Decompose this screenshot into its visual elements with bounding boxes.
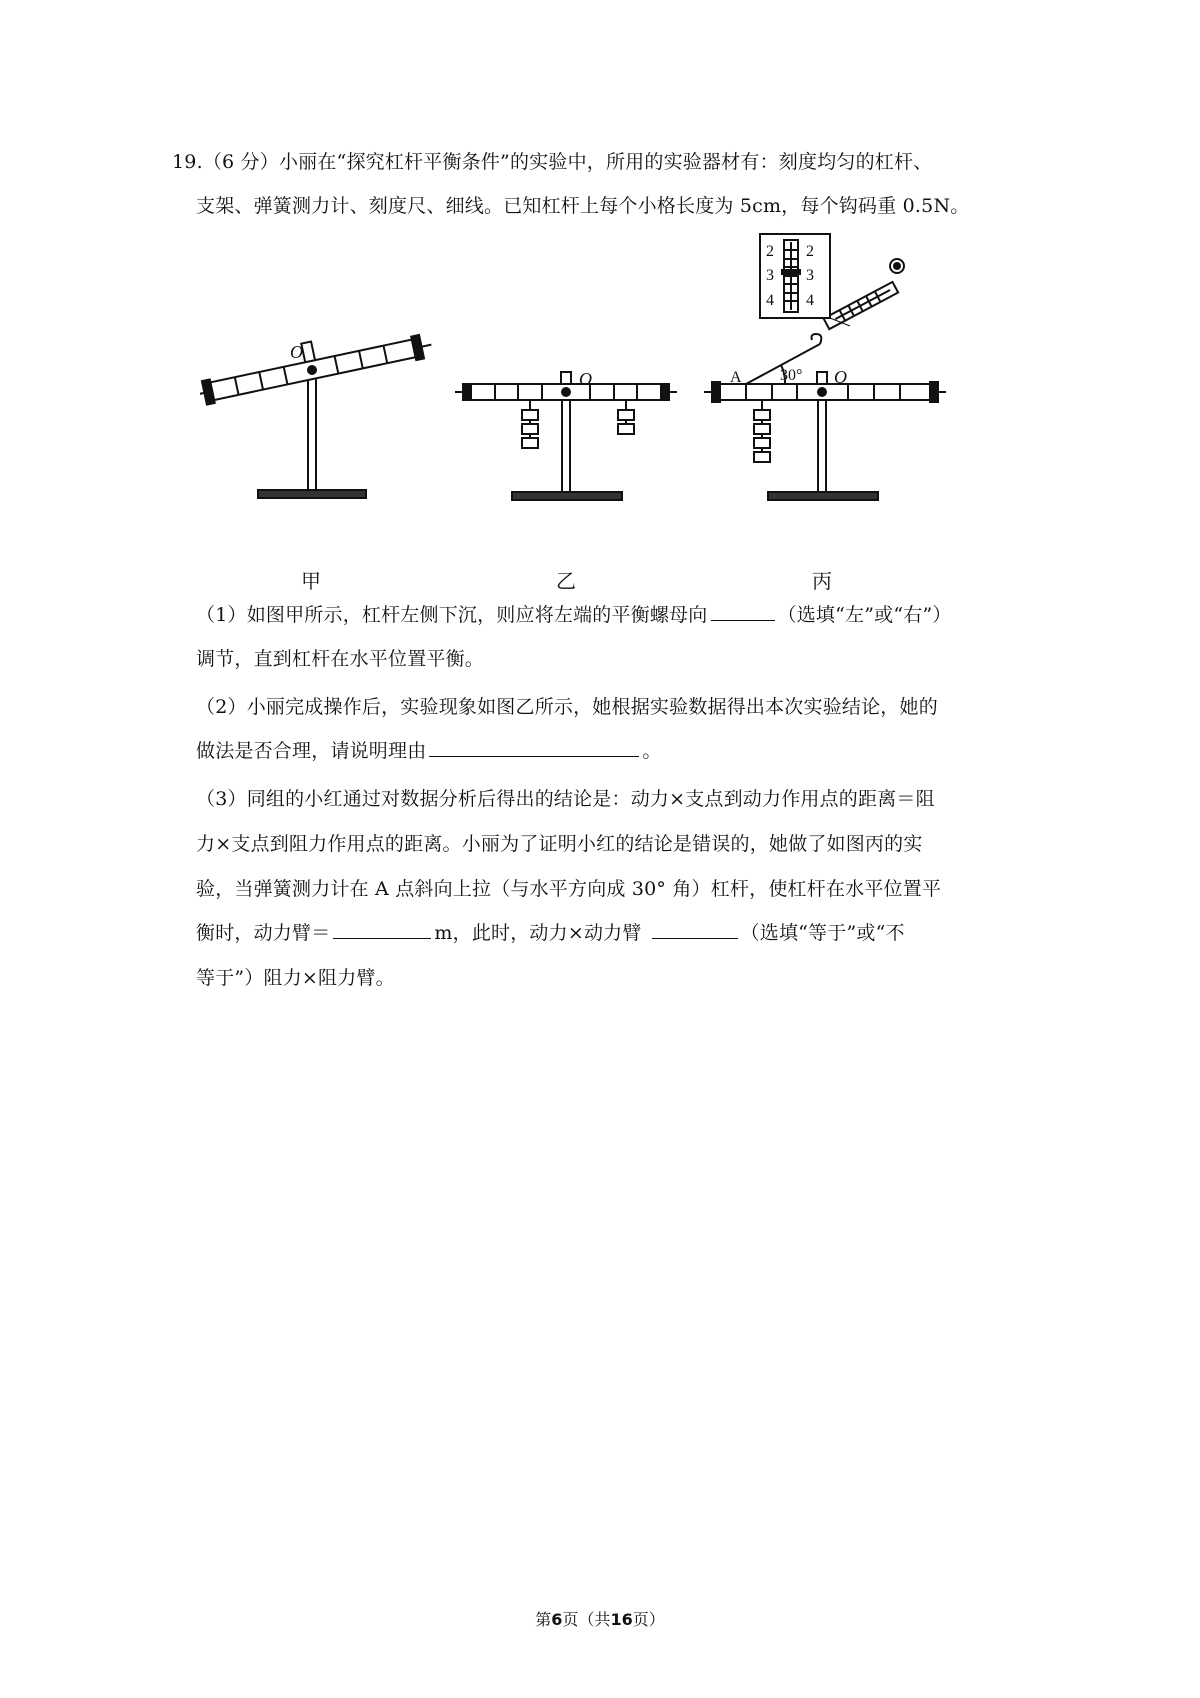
question-line-1: 19.（6 分）小丽在“探究杠杆平衡条件”的实验中，所用的实验器材有：刻度均匀的杠杆、 bbox=[172, 151, 933, 173]
figure-jia bbox=[200, 317, 434, 498]
caption-jia: 甲 bbox=[301, 569, 321, 593]
page-footer: 第6页（共16页） bbox=[535, 1610, 665, 1629]
pivot-yi bbox=[562, 388, 570, 396]
part-1-line-2: 调节，直到杠杆在水平位置平衡。 bbox=[196, 648, 485, 670]
stand-post-bing bbox=[818, 388, 826, 492]
answer-blank-4[interactable] bbox=[652, 920, 738, 939]
scale-tick-right-3: 4 bbox=[806, 292, 814, 309]
pivot-label-yi: O bbox=[579, 369, 592, 389]
answer-blank-2[interactable] bbox=[429, 738, 639, 757]
scale-hook bbox=[812, 334, 822, 344]
pivot-bing bbox=[818, 388, 826, 396]
caption-yi: 乙 bbox=[556, 569, 576, 593]
spring-scale bbox=[824, 282, 899, 329]
page-number: 6 bbox=[551, 1610, 563, 1629]
part-3-line-1: （3）同组的小红通过对数据分析后得出的结论是：动力×支点到动力作用点的距离＝阻 bbox=[196, 788, 935, 810]
part-2-line-1: （2）小丽完成操作后，实验现象如图乙所示，她根据实验数据得出本次实验结论，她的 bbox=[196, 696, 938, 718]
scale-tick-left-1: 2 bbox=[766, 243, 774, 260]
caption-bing: 丙 bbox=[812, 569, 832, 593]
scale-tick-left-2: 3 bbox=[766, 267, 774, 284]
stand-post-yi bbox=[562, 388, 570, 492]
answer-blank-1[interactable] bbox=[711, 602, 775, 621]
part-3-line-4: 衡时，动力臂＝ m，此时，动力×动力臂 （选填“等于”或“不 bbox=[196, 922, 905, 944]
figure-yi bbox=[455, 372, 677, 500]
stand-post-jia bbox=[308, 365, 316, 490]
pivot-label-bing: O bbox=[834, 367, 847, 387]
stand-base-bing bbox=[768, 492, 878, 500]
scale-pointer bbox=[782, 270, 800, 274]
part-2-line-2: 做法是否合理，请说明理由 。 bbox=[196, 740, 662, 762]
point-a-label: A bbox=[730, 369, 742, 386]
pivot-jia bbox=[308, 366, 316, 374]
figure-bing bbox=[704, 234, 946, 500]
part-3-line-5: 等于”）阻力×阻力臂。 bbox=[196, 967, 395, 989]
stand-base-yi bbox=[512, 492, 622, 500]
stand-base-jia bbox=[258, 490, 366, 498]
answer-blank-3[interactable] bbox=[333, 920, 431, 939]
part-1-line-1: （1）如图甲所示，杠杆左侧下沉，则应将左端的平衡螺母向 （选填“左”或“右”） bbox=[196, 604, 952, 626]
scale-tick-left-3: 4 bbox=[766, 292, 774, 309]
part-3-line-3: 验，当弹簧测力计在 A 点斜向上拉（与水平方向成 30° 角）杠杆，使杠杆在水平位置平 bbox=[196, 878, 942, 900]
lever-experiment-figures bbox=[200, 230, 1030, 590]
pivot-label-jia: O bbox=[290, 342, 303, 362]
question-line-2: 支架、弹簧测力计、刻度尺、细线。已知杠杆上每个小格长度为 5cm，每个钩码重 0.5N。 bbox=[196, 195, 970, 217]
angle-label: 30° bbox=[780, 367, 803, 384]
part-3-line-2: 力×支点到阻力作用点的距离。小丽为了证明小红的结论是错误的，她做了如图丙的实 bbox=[196, 833, 923, 855]
page-total: 16 bbox=[610, 1610, 633, 1629]
scale-tick-right-2: 3 bbox=[806, 267, 814, 284]
scale-tick-right-1: 2 bbox=[806, 243, 814, 260]
